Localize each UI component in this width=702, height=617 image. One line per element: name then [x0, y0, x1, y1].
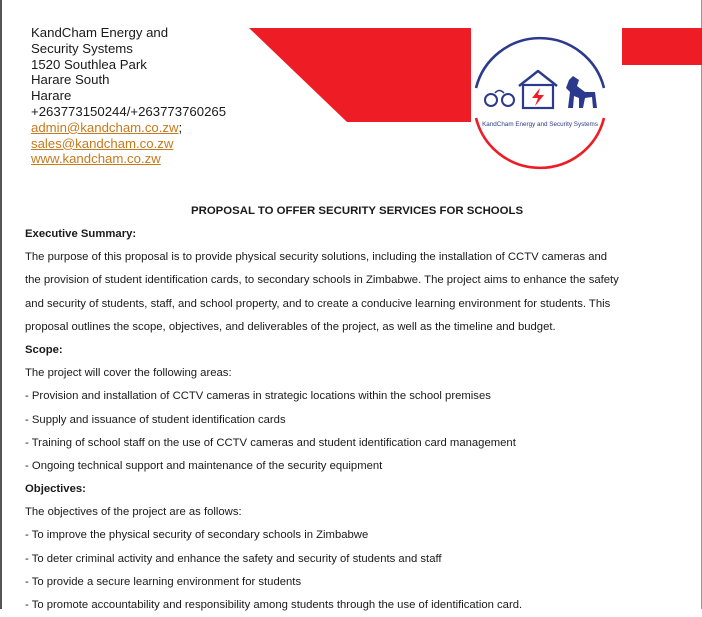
red-banner-left — [249, 28, 471, 122]
executive-summary-line: the provision of student identification cards, to secondary schools in Zimbabwe. The project aims to enhance the safety — [25, 274, 619, 287]
scope-item: - Ongoing technical support and maintenance of the security equipment — [25, 459, 383, 472]
scope-item: - Supply and issuance of student identification cards — [25, 413, 286, 426]
objective-item: - To deter criminal activity and enhance the safety and security of students and staff — [25, 552, 442, 565]
company-logo — [467, 36, 613, 170]
admin-email-link[interactable]: admin@kandcham.co.zw — [31, 119, 179, 135]
company-name-line2: Security Systems — [31, 40, 133, 56]
company-address-block — [31, 25, 226, 167]
website-line — [31, 151, 226, 167]
sales-email-link[interactable]: sales@kandcham.co.zw — [31, 135, 174, 151]
suburb: Harare South — [31, 72, 110, 88]
document-title: PROPOSAL TO OFFER SECURITY SERVICES FOR SCHOOLS — [191, 205, 524, 217]
email-line-2 — [31, 136, 226, 152]
objectives-intro: The objectives of the project are as follows: — [25, 506, 242, 519]
objective-item: - To provide a secure learning environment for students — [25, 575, 302, 588]
red-banner-shape — [249, 28, 471, 122]
email-line-1 — [31, 120, 226, 136]
street-address: 1520 Southlea Park — [31, 56, 147, 72]
email-separator: ; — [178, 119, 183, 135]
objective-item: - To improve the physical security of secondary schools in Zimbabwe — [25, 529, 369, 542]
document-body — [25, 223, 700, 617]
logo-tagline: KandCham Energy and Security Systems — [482, 121, 598, 128]
executive-summary-line: proposal outlines the scope, objectives, and deliverables of the project, as well as the timeline and budget. — [25, 320, 556, 333]
scope-item: - Provision and installation of CCTV cameras in strategic locations within the school premises — [25, 390, 491, 403]
website-link[interactable]: www.kandcham.co.zw — [31, 151, 161, 167]
executive-summary-heading: Executive Summary: — [25, 228, 137, 240]
objective-item: - To promote accountability and responsibility among students through the use of identification card. — [25, 599, 523, 611]
scope-item: - Training of school staff on the use of CCTV cameras and student identification card management — [25, 436, 516, 449]
objectives-heading: Objectives: — [25, 483, 86, 496]
company-name-line1: KandCham Energy and — [31, 25, 169, 40]
scope-intro: The project will cover the following areas: — [25, 367, 232, 380]
red-banner-right — [622, 28, 702, 65]
executive-summary-line: and security of students, staff, and school property, and to create a conducive learning environment for students. This — [25, 297, 611, 310]
page-left-edge — [0, 0, 2, 609]
phone-numbers: +263773150244/+263773760265 — [31, 103, 227, 119]
executive-summary-line: The purpose of this proposal is to provide physical security solutions, including the installation of CCTV cameras and — [25, 251, 608, 264]
city: Harare — [31, 88, 72, 104]
scope-heading: Scope: — [25, 343, 63, 356]
